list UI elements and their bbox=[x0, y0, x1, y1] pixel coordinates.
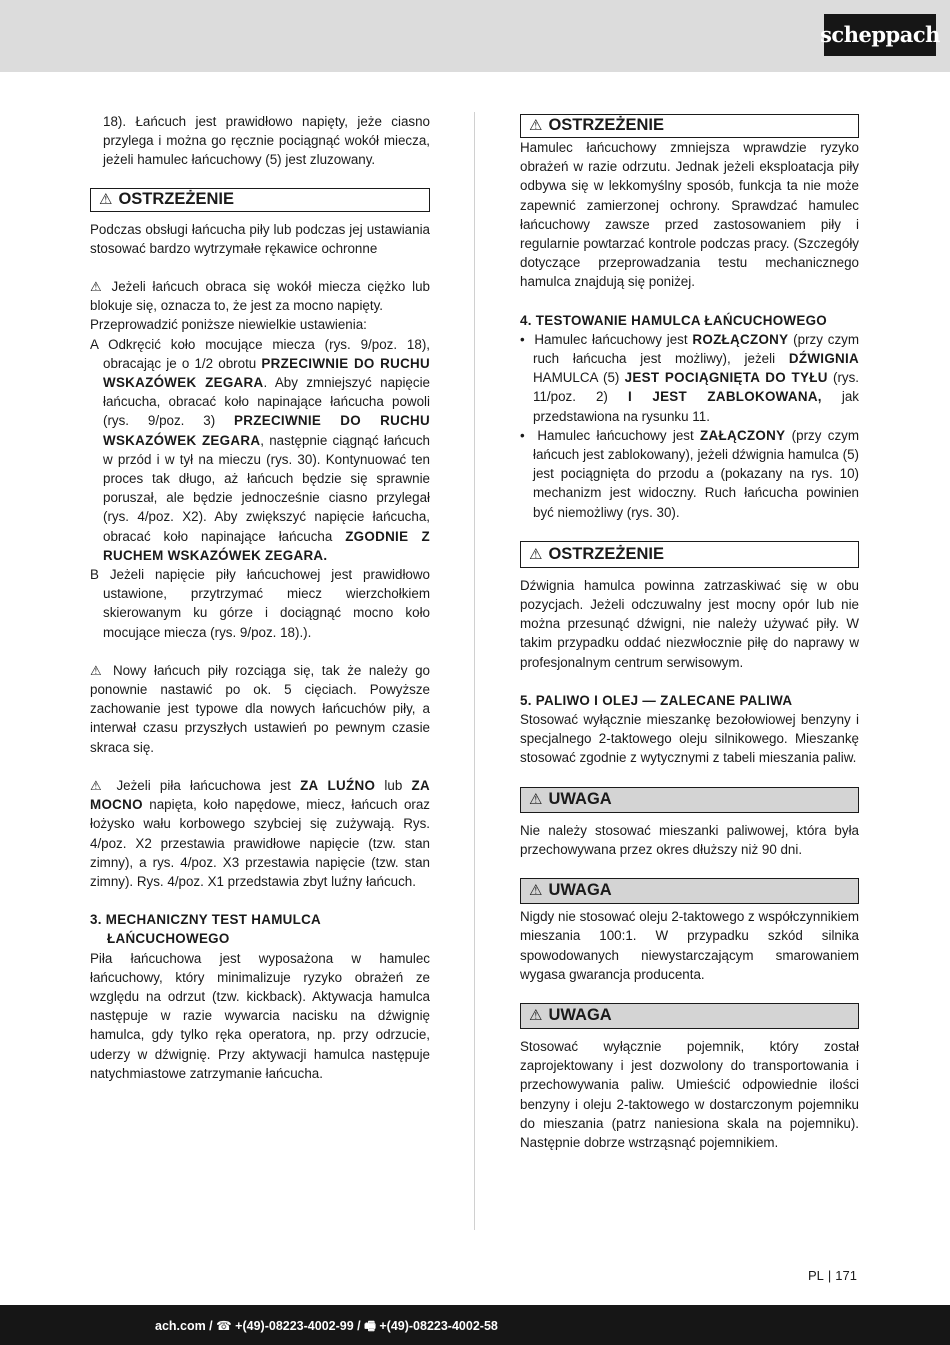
warning-title: OSTRZEŻENIE bbox=[118, 190, 234, 208]
contact-bar bbox=[0, 1305, 950, 1345]
warning-triangle-icon: ⚠ bbox=[90, 279, 105, 295]
warning-box-chain-brake bbox=[520, 114, 859, 138]
paragraph-tension-intro: 18). Łańcuch jest prawidłowo napięty, jeże ciasno przylega i można go ręcznie pociągnąć wokół miecza, jeżeli hamulec łańcuchowy (5) jest zluzowany. bbox=[103, 114, 430, 168]
note-text-fuel-age: Nie należy stosować mieszanki paliwowej, która była przechowywana przez okres dłuższy niż 90 dni. bbox=[520, 822, 859, 857]
warning-box-gloves bbox=[90, 188, 430, 212]
page-footer bbox=[808, 1266, 857, 1285]
warning-triangle-icon: ⚠ bbox=[529, 117, 543, 135]
warning-text-gloves: Podczas obsługi łańcucha piły lub podczas jej ustawiania stosować bardzo wytrzymałe rękawice ochronne bbox=[90, 221, 430, 256]
warning-triangle-icon: ⚠ bbox=[529, 545, 543, 563]
header-bar bbox=[0, 0, 950, 72]
note-title: UWAGA bbox=[548, 790, 612, 809]
section-5-text: Stosować wyłącznie mieszankę bezołowiowej benzyny i specjalnego 2-taktowego oleju silnikowego. Mieszankę stosować zgodnie z wytycznymi z tabeli mieszania paliw. bbox=[520, 712, 859, 766]
section-5-heading: 5. PALIWO I OLEJ — ZALECANE PALIWA bbox=[520, 692, 793, 708]
brand-logo: scheppach bbox=[824, 14, 936, 56]
page-number: 171 bbox=[835, 1268, 857, 1283]
paragraph-too-tight: ⚠ Jeżeli łańcuch obraca się wokół miecza ciężko lub blokuje się, oznacza to, że jest za mocno napięty. bbox=[90, 279, 430, 314]
warning-text-chain-brake: Hamulec łańcuchowy zmniejsza wprawdzie ryzyko obrażeń w razie odrzutu. Jednak jeżeli eksploatacja piły odbywa się w lekkomyślny sposób, funkcja ta nie może zapewnić zamierzonej ochrony. Sprawdzać hamulec łańcuchowy zawsze przed zastosowaniem piły i regularnie powtarzać kontrole podczas pracy. (Szczegóły dotyczące przeprowadzania testu mechanicznego hamulca znajdują się poniżej. bbox=[520, 140, 859, 290]
bullet-brake-released: • Hamulec łańcuchowy jest ROZŁĄCZONY (przy czym ruch łańcucha jest możliwy), jeżeli DŹWIGNIA HAMULCA (5) JEST POCIĄGNIĘTA DO TYŁU (rys. 11/poz. 2) I JEST ZABLOKOWANA, jak przedstawiona na rysunku 11. bbox=[520, 331, 860, 424]
bullet-dot: • bbox=[520, 331, 535, 347]
note-title: UWAGA bbox=[548, 881, 612, 900]
section-3-text: Piła łańcuchowa jest wyposażona w hamulec łańcuchowy, który minimalizuje ryzyko obrażeń ze względu na odrzut (tzw. kickback). Aktywacja hamulca następuje w razie wywarcia nacisku na dźwignię hamulca, gdy tylko ręka operatora, np. przy odrzucie, uderzy w dźwignię. Przy aktywacji hamulca następuje natychmiastowe zatrzymanie łańcucha. bbox=[90, 950, 430, 1081]
warning-box-brake-lever bbox=[520, 541, 859, 568]
warning-title: OSTRZEŻENIE bbox=[548, 116, 664, 135]
warning-triangle-icon: ⚠ bbox=[90, 777, 108, 793]
section-3-heading: 3. MECHANICZNY TEST HAMULCA ŁAŃCUCHOWEGO bbox=[90, 912, 321, 947]
left-column bbox=[90, 112, 430, 1083]
warning-triangle-icon: ⚠ bbox=[529, 882, 543, 900]
language-code: PL bbox=[808, 1268, 824, 1283]
warning-triangle-icon: ⚠ bbox=[99, 191, 113, 208]
bullet-dot: • bbox=[520, 427, 538, 443]
bullet-brake-engaged: • Hamulec łańcuchowy jest ZAŁĄCZONY (przy czym łańcuch jest zablokowany), jeżeli dźwignia hamulca (5) jest pociągnięta do przodu a (pokazany na rys. 10) mechanizm jest widoczny. Ruch łańcucha powinien być niemożliwy (rys. 30). bbox=[520, 427, 860, 520]
right-column bbox=[520, 112, 859, 1152]
warning-triangle-icon: ⚠ bbox=[529, 791, 543, 809]
column-divider bbox=[474, 112, 475, 1230]
paragraph-new-chain: ⚠ Nowy łańcuch piły rozciąga się, tak że należy go ponownie nastawić po ok. 5 cięciach. Powyższe zachowanie jest typowe dla nowych łańcuchów piły, a interwał czasu przyszłych ustawień po pewnym czasie skraca się. bbox=[90, 662, 430, 755]
paragraph-adjust-intro: Przeprowadzić poniższe niewielkie ustawienia: bbox=[90, 317, 367, 333]
section-4-heading: 4. TESTOWANIE HAMULCA ŁAŃCUCHOWEGO bbox=[520, 312, 828, 328]
note-box-oil-ratio bbox=[520, 878, 859, 904]
paragraph-wrong-tension: ⚠ Jeżeli piła łańcuchowa jest ZA LUŹNO lub ZA MOCNO napięta, koło napędowe, miecz, łańcuch oraz łożysko wału korbowego szybciej się zużywają. Rys. 4/poz. X2 przestawia prawidłowe napięcie (tzw. stan zimny), a rys. 4/poz. X3 przestawia napięcie (tzw. stan zimny). Rys. 4/poz. X1 przedstawia zbyt luźny łańcuch. bbox=[90, 777, 430, 889]
note-text-container: Stosować wyłącznie pojemnik, który został zaprojektowany i jest dozwolony do transportowania i przechowywania paliw. Umieścić odpowiednie ilości benzyny i oleju 2-taktowego w dostarczonym pojemniku do mieszania (patrz naniesiona skala na pojemniku). Następnie dobrze wstrząsnąć pojemnikiem. bbox=[520, 1038, 859, 1150]
warning-triangle-icon: ⚠ bbox=[90, 662, 106, 678]
note-box-container bbox=[520, 1003, 859, 1029]
note-title: UWAGA bbox=[548, 1006, 612, 1025]
list-item-b: B Jeżeli napięcie piły łańcuchowej jest prawidłowo ustawione, przytrzymać miecz wierzchołkiem skierowanym ku górze i dociągnąć mocno koło mocujące miecza (rys. 9/poz. 18).). bbox=[90, 567, 430, 640]
note-box-fuel-age bbox=[520, 787, 859, 813]
warning-triangle-icon: ⚠ bbox=[529, 1007, 543, 1025]
warning-text-brake-lever: Dźwignia hamulca powinna zatrzaskiwać się w obu pozycjach. Jeżeli odczuwalny jest mocny opór lub nie można przesunąć dźwigni, nie należy używać piły. W takim przypadku oddać niezwłocznie piłę do naprawy w profesjonalnym centrum serwisowym. bbox=[520, 577, 859, 670]
list-item-a: A Odkręcić koło mocujące miecza (rys. 9/poz. 18), obracając je o 1/2 obrotu PRZECIWNIE DO RUCHU WSKAZÓWEK ZEGARA. Aby zmniejszyć napięcie łańcucha, obracać koło napinające łańcucha powoli (rys. 9/poz. 3) PRZECIWNIE DO RUCHU WSKAZÓWEK ZEGARA, następnie ciągnąć łańcuch w przód i w tył na mieczu (rys. 30). Kontynuować ten proces tak długo, aż łańcuch będzie się sprawnie poruszał, ale będzie jednocześnie ciasno przylegał (rys. 4/poz. X2). Aby zwiększyć napięcie łańcucha, obracać koło napinające łańcucha ZGODNIE Z RUCHEM WSKAZÓWEK ZEGARA. bbox=[90, 336, 431, 563]
note-text-oil-ratio: Nigdy nie stosować oleju 2-taktowego z współczynnikiem mieszania 100:1. W przypadku szkód silnika spowodowanych niewystarczającym smarowaniem wygasa gwarancja producenta. bbox=[520, 909, 859, 982]
contact-info: ach.com / ☎ +(49)-08223-4002-99 / 🖷 +(49)-08223-4002-58 bbox=[155, 1319, 498, 1333]
warning-title: OSTRZEŻENIE bbox=[548, 544, 664, 563]
footer-separator: | bbox=[827, 1268, 832, 1283]
